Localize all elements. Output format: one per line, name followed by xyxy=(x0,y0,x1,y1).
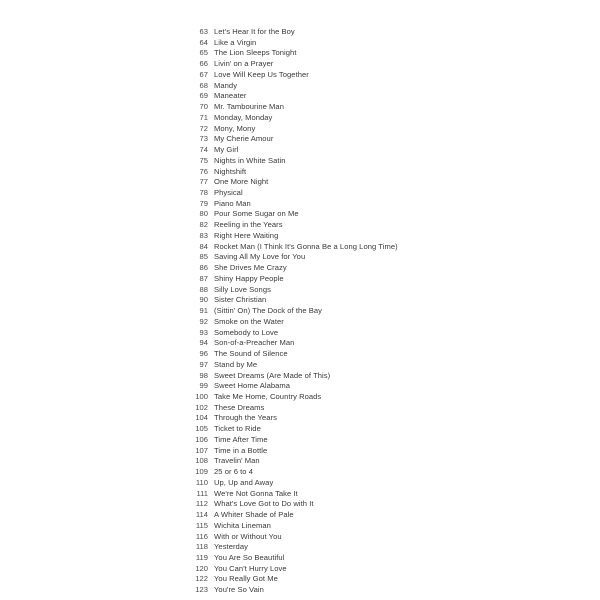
song-title: Sister Christian xyxy=(214,295,267,305)
song-title: Time in a Bottle xyxy=(214,445,268,455)
toc-entry xyxy=(186,564,506,575)
page-number: 106 xyxy=(195,434,208,444)
song-title: Reeling in the Years xyxy=(214,220,283,230)
page-number: 66 xyxy=(199,59,208,69)
song-title: Silly Love Songs xyxy=(214,284,271,294)
toc-entry xyxy=(186,102,506,113)
page-number: 76 xyxy=(199,166,208,176)
page-number: 119 xyxy=(195,552,208,562)
song-title: One More Night xyxy=(214,177,269,187)
toc-entry xyxy=(186,585,506,596)
song-title: Mony, Mony xyxy=(214,123,256,133)
song-title: Saving All My Love for You xyxy=(214,252,306,262)
page-number: 96 xyxy=(199,349,208,359)
page-number: 73 xyxy=(199,134,208,144)
toc-entry xyxy=(186,113,506,124)
toc-entry xyxy=(186,381,506,392)
toc-entry xyxy=(186,263,506,274)
page-number: 77 xyxy=(199,177,208,187)
page-number: 114 xyxy=(195,510,208,520)
toc-entry xyxy=(186,553,506,564)
song-title: Somebody to Love xyxy=(214,327,279,337)
song-title: Mr. Tambourine Man xyxy=(214,102,284,112)
page-number: 90 xyxy=(199,295,208,305)
song-title: With or Without You xyxy=(214,531,282,541)
page-number: 63 xyxy=(199,27,208,36)
page-number: 70 xyxy=(199,102,208,112)
page-number: 110 xyxy=(195,477,208,487)
page-number: 69 xyxy=(199,91,208,101)
song-title: Livin' on a Prayer xyxy=(214,59,274,69)
toc-entry xyxy=(186,306,506,317)
page-number: 74 xyxy=(199,145,208,155)
toc-entry xyxy=(186,349,506,360)
page-number: 122 xyxy=(195,574,208,584)
page-number: 109 xyxy=(195,467,208,477)
page-number: 78 xyxy=(199,188,208,198)
toc-entry xyxy=(186,295,506,306)
song-title: Smoke on the Water xyxy=(214,316,284,326)
song-title: Wichita Lineman xyxy=(214,520,271,530)
toc-entry xyxy=(186,167,506,178)
toc-entry xyxy=(186,435,506,446)
song-title: You Can't Hurry Love xyxy=(214,563,287,573)
page-number: 94 xyxy=(199,338,208,348)
song-title: Physical xyxy=(214,188,243,198)
song-title: My Girl xyxy=(214,145,239,155)
toc-entry xyxy=(186,446,506,457)
song-title: Nights in White Satin xyxy=(214,155,286,165)
toc-entry xyxy=(186,220,506,231)
toc-entry xyxy=(186,48,506,59)
page-number: 118 xyxy=(195,542,208,552)
page-number: 83 xyxy=(199,230,208,240)
song-title: Time After Time xyxy=(214,434,268,444)
toc-entry xyxy=(186,489,506,500)
song-title: My Cherie Amour xyxy=(214,134,274,144)
toc-entry xyxy=(186,467,506,478)
song-title: Son-of-a-Preacher Man xyxy=(214,338,295,348)
page-number: 88 xyxy=(199,284,208,294)
toc-entry xyxy=(186,242,506,253)
song-title: Ticket to Ride xyxy=(214,424,261,434)
page-number: 107 xyxy=(195,445,208,455)
toc-entry xyxy=(186,274,506,285)
toc-entry xyxy=(186,532,506,543)
toc-entry xyxy=(186,328,506,339)
toc-entry xyxy=(186,317,506,328)
song-title: You're So Vain xyxy=(214,585,264,595)
page-number: 120 xyxy=(195,563,208,573)
toc-entry xyxy=(186,81,506,92)
toc-entry xyxy=(186,456,506,467)
song-title: Let's Hear It for the Boy xyxy=(214,27,295,36)
song-title: The Sound of Silence xyxy=(214,349,288,359)
toc-entry xyxy=(186,27,506,38)
toc-entry xyxy=(186,499,506,510)
toc-entry xyxy=(186,478,506,489)
page-number: 84 xyxy=(199,241,208,251)
toc-entry xyxy=(186,403,506,414)
toc-entry xyxy=(186,134,506,145)
table-of-contents xyxy=(186,27,506,596)
song-title: Mandy xyxy=(214,80,238,90)
toc-entry xyxy=(186,38,506,49)
toc-entry xyxy=(186,424,506,435)
page-number: 102 xyxy=(195,402,208,412)
toc-entry xyxy=(186,252,506,263)
page-number: 115 xyxy=(195,520,208,530)
song-title: You Really Got Me xyxy=(214,574,278,584)
page-number: 64 xyxy=(199,37,208,47)
page-number: 123 xyxy=(195,585,208,595)
song-title: Like a Virgin xyxy=(214,37,257,47)
song-title: Maneater xyxy=(214,91,247,101)
toc-entry xyxy=(186,91,506,102)
page-number: 72 xyxy=(199,123,208,133)
song-title: Sweet Dreams (Are Made of This) xyxy=(214,370,331,380)
page-number: 65 xyxy=(199,48,208,58)
page-number: 92 xyxy=(199,316,208,326)
song-title: Shiny Happy People xyxy=(214,273,284,283)
song-title: Love Will Keep Us Together xyxy=(214,69,309,79)
song-title: Through the Years xyxy=(214,413,277,423)
page-number: 104 xyxy=(195,413,208,423)
toc-entry xyxy=(186,209,506,220)
toc-entry xyxy=(186,542,506,553)
page-number: 68 xyxy=(199,80,208,90)
toc-entry xyxy=(186,59,506,70)
song-title: Up, Up and Away xyxy=(214,477,274,487)
toc-entry xyxy=(186,177,506,188)
song-title: Rocket Man (I Think It's Gonna Be a Long Long Time) xyxy=(214,241,398,251)
toc-entry xyxy=(186,392,506,403)
song-title: You Are So Beautiful xyxy=(214,552,285,562)
toc-entry xyxy=(186,574,506,585)
song-title: Right Here Waiting xyxy=(214,230,279,240)
song-title: What's Love Got to Do with It xyxy=(214,499,314,509)
page-number: 79 xyxy=(199,198,208,208)
toc-entry xyxy=(186,188,506,199)
page-number: 82 xyxy=(199,220,208,230)
song-title: We're Not Gonna Take It xyxy=(214,488,298,498)
song-title: Pour Some Sugar on Me xyxy=(214,209,299,219)
toc-entry xyxy=(186,338,506,349)
song-title: 25 or 6 to 4 xyxy=(214,467,254,477)
page-number: 85 xyxy=(199,252,208,262)
song-title: The Lion Sleeps Tonight xyxy=(214,48,297,58)
song-title: Sweet Home Alabama xyxy=(214,381,291,391)
page-number: 87 xyxy=(199,273,208,283)
page-number: 100 xyxy=(195,391,208,401)
toc-entry xyxy=(186,413,506,424)
page-number: 93 xyxy=(199,327,208,337)
song-title: Nightshift xyxy=(214,166,247,176)
page-number: 98 xyxy=(199,370,208,380)
song-title: She Drives Me Crazy xyxy=(214,263,287,273)
toc-entry xyxy=(186,521,506,532)
toc-entry xyxy=(186,285,506,296)
page-number: 86 xyxy=(199,263,208,273)
page-number: 105 xyxy=(195,424,208,434)
page-number: 108 xyxy=(195,456,208,466)
page-number: 97 xyxy=(199,359,208,369)
toc-entry xyxy=(186,510,506,521)
toc-entry xyxy=(186,371,506,382)
toc-entry xyxy=(186,231,506,242)
song-title: These Dreams xyxy=(214,402,265,412)
song-title: Monday, Monday xyxy=(214,112,273,122)
song-title: Take Me Home, Country Roads xyxy=(214,391,322,401)
song-title: Yesterday xyxy=(214,542,248,552)
toc-entry xyxy=(186,70,506,81)
song-title: A Whiter Shade of Pale xyxy=(214,510,294,520)
toc-entry xyxy=(186,199,506,210)
page-number: 112 xyxy=(195,499,208,509)
toc-entry xyxy=(186,360,506,371)
page-number: 80 xyxy=(199,209,208,219)
page-number: 75 xyxy=(199,155,208,165)
toc-entry xyxy=(186,156,506,167)
song-title: (Sittin' On) The Dock of the Bay xyxy=(214,306,323,316)
song-title: Piano Man xyxy=(214,198,251,208)
page-number: 116 xyxy=(195,531,208,541)
page-number: 99 xyxy=(199,381,208,391)
page-number: 71 xyxy=(199,112,208,122)
toc-entry xyxy=(186,145,506,156)
page-number: 67 xyxy=(199,69,208,79)
page-number: 111 xyxy=(196,488,208,498)
page-number: 91 xyxy=(199,306,208,316)
song-title: Travelin' Man xyxy=(214,456,260,466)
toc-entry xyxy=(186,124,506,135)
song-title: Stand by Me xyxy=(214,359,258,369)
